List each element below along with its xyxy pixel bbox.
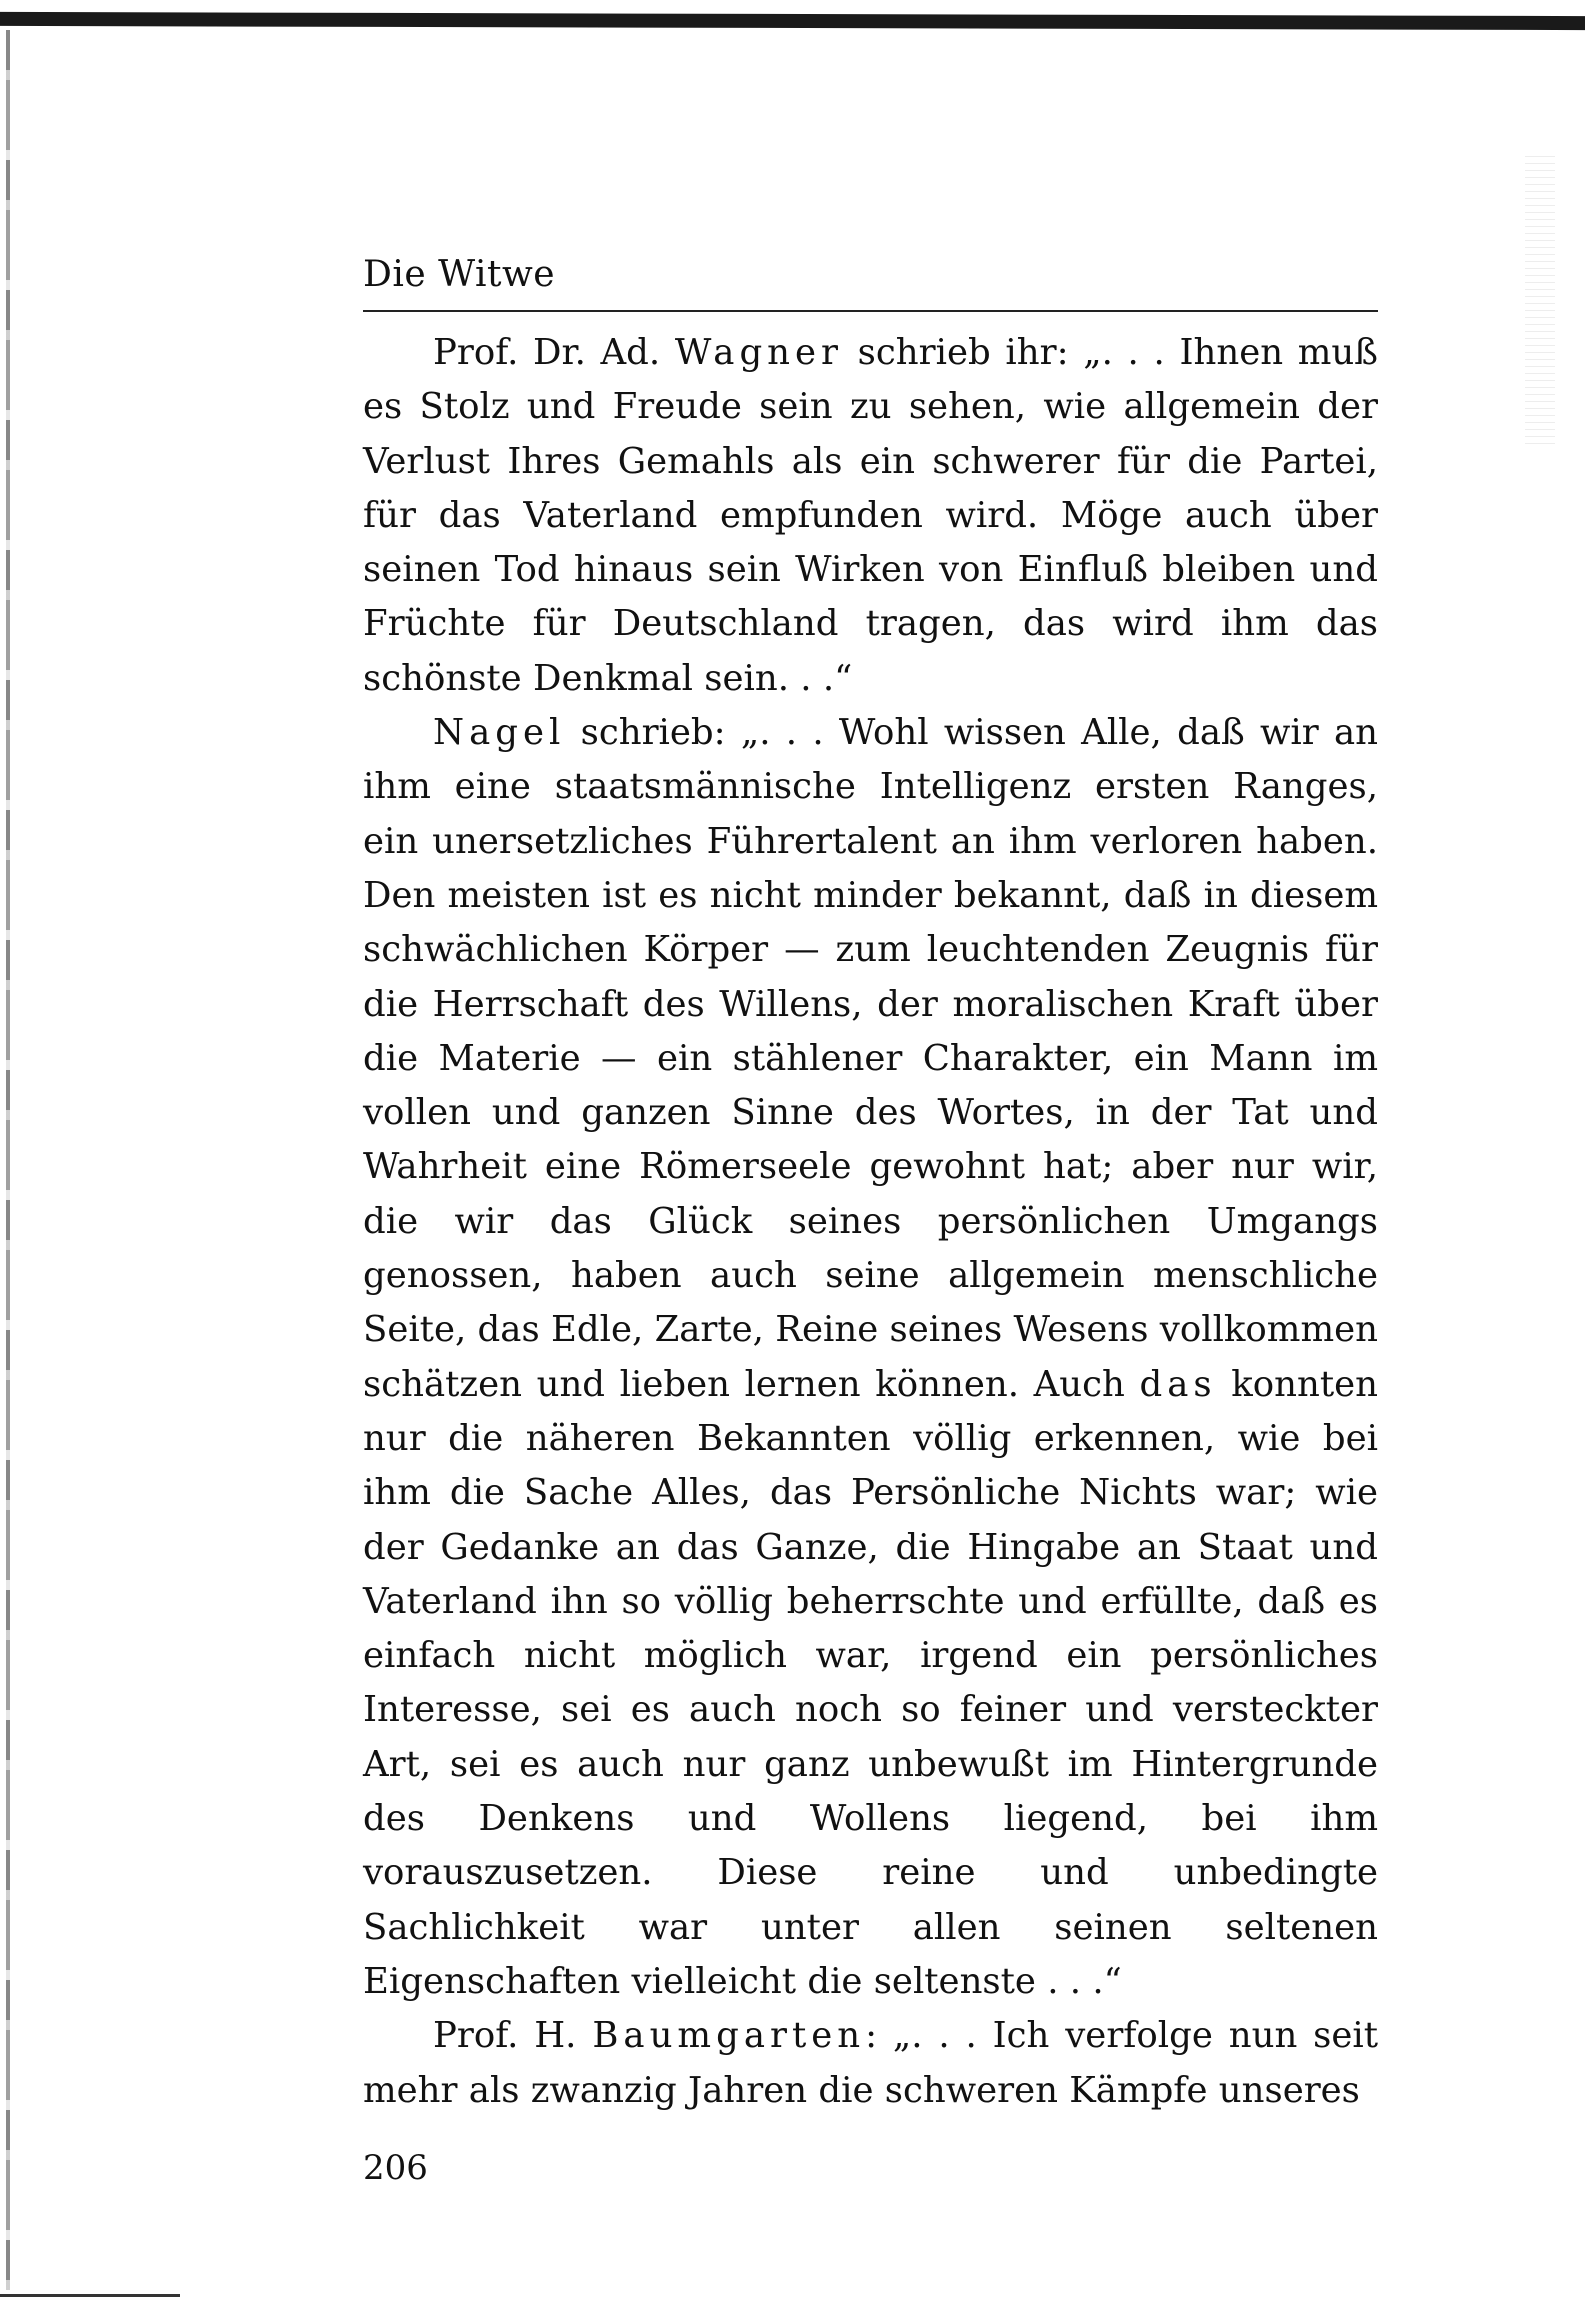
- running-title: Die Witwe: [363, 254, 556, 295]
- spaced-name-wagner: Wagner: [674, 332, 844, 373]
- paragraph-text: schrieb: „. . . Wohl wissen Alle, daß wir an ihm eine staatsmännische Intelligenz ersten Ranges, ein unersetzliches Führertalent an ihm verloren haben. Den meisten ist es nicht minder bekannt, daß in diesem schwächlichen Körper — zum leuchtenden Zeugnis für die Herrschaft des Willens, der moralischen Kraft über die Materie — ein stählener Charakter, ein Mann im vollen und ganzen Sinne des Wortes, in der Tat und Wahrheit eine Römerseele gewohnt hat; aber nur wir, die wir das Glück seines persönlichen Umgangs genossen, haben auch seine allgemein menschliche Seite, das Edle, Zarte, Reine seines Wesens vollkommen schätzen und lieben lernen können. Auch: [363, 712, 1378, 1405]
- paragraph-wagner: [363, 326, 1378, 706]
- body-text: [363, 326, 1378, 2118]
- spaced-name-baumgarten: Baumgarten: [592, 2015, 866, 2057]
- book-page: [363, 250, 1378, 2192]
- page-number: 206: [363, 2147, 428, 2188]
- paragraph-lead: Prof. Dr. Ad.: [433, 332, 675, 373]
- spaced-emphasis: das: [1139, 1363, 1217, 1405]
- paragraph-baumgarten: [363, 2009, 1378, 2118]
- paragraph-text-continued: konnten nur die näheren Bekannten völlig erkennen, wie bei ihm die Sache Alles, das Persönliche Nichts war; wie der Gedanke an das Ganze, die Hingabe an Staat und Vaterland ihn so völlig beherrschte und erfüllte, daß es einfach nicht möglich war, irgend ein persönliches Interesse, sei es auch noch so feiner und versteckter Art, sei es auch nur ganz unbewußt im Hintergrunde des Denkens und Wollens liegend, bei ihm vorauszusetzen. Diese reine und unbedingte Sachlichkeit war unter allen seinen seltenen Eigenschaften vielleicht die seltenste . . .“: [363, 1363, 1378, 2002]
- spaced-name-nagel: Nagel: [433, 712, 566, 754]
- header-rule: [363, 310, 1378, 312]
- paragraph-nagel: [363, 706, 1378, 2009]
- paragraph-text: : „. . . Ich verfolge nun seit mehr als zwanzig Jahren die schweren Kämpfe unseres: [363, 2015, 1378, 2111]
- scan-border-bottom: [0, 2294, 180, 2297]
- paragraph-text: schrieb ihr: „. . . Ihnen muß es Stolz und Freude sein zu sehen, wie allgemein der Verlust Ihres Gemahls als ein schwerer für die Partei, für das Vaterland empfunden wird. Möge auch über seinen Tod hinaus sein Wirken von Einfluß bleiben und Früchte für Deutschland tragen, das wird ihm das schönste Denkmal sein. . .“: [363, 332, 1378, 699]
- scan-border-left: [6, 30, 10, 2290]
- paragraph-lead: Prof. H.: [433, 2015, 593, 2057]
- scan-noise-right: [1525, 150, 1555, 450]
- scan-border-top: [0, 12, 1585, 30]
